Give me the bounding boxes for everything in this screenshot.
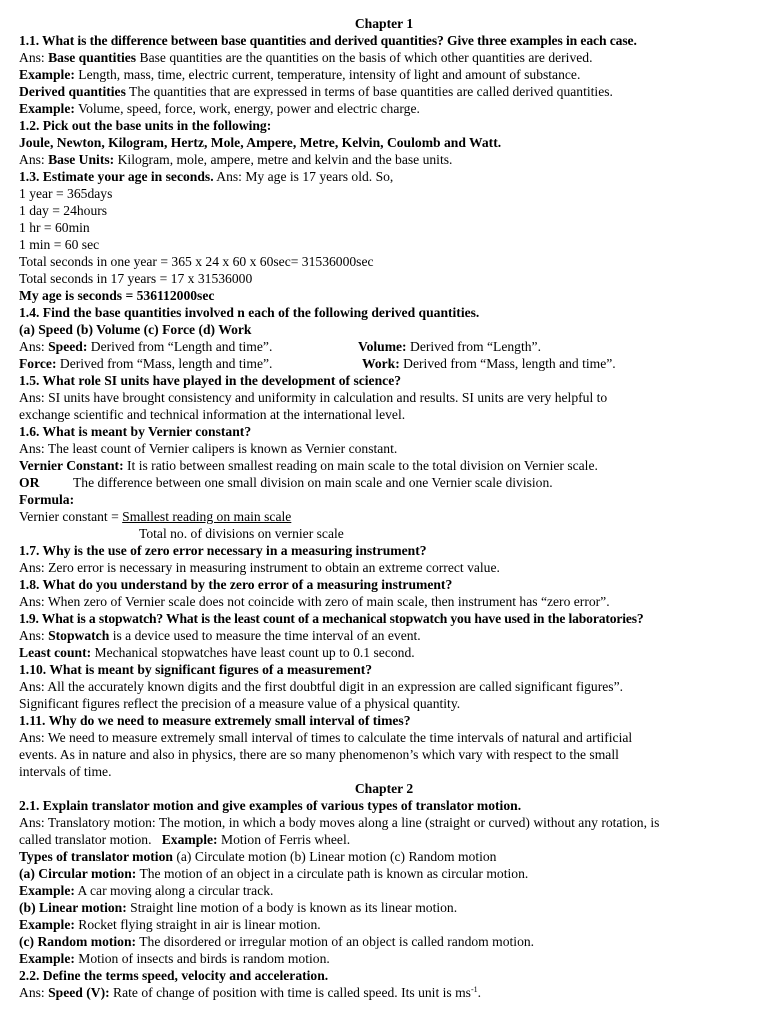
answer-2-1-types: Types of translator motion (a) Circulate motion (b) Linear motion (c) Random motion [19, 849, 497, 864]
question-1-11: 1.11. Why do we need to measure extremely small interval of times? [19, 713, 411, 728]
formula-denominator: Total no. of divisions on vernier scale [139, 526, 344, 541]
question-2-1: 2.1. Explain translator motion and give examples of various types of translator motion. [19, 798, 522, 813]
answer-1-6-vernier-constant: Vernier Constant: It is ratio between smallest reading on main scale to the total division on Vernier scale. [19, 458, 598, 473]
answer-2-2-speed: Ans: Speed (V): Rate of change of position with time is called speed. Its unit is $ms^{-1}$. [19, 985, 482, 1000]
answer-2-1-random: (c) Random motion: The disordered or irregular motion of an object is called random motion. [19, 934, 535, 949]
question-1-6: 1.6. What is meant by Vernier constant? [19, 424, 252, 439]
answer-1-1-derived: Derived quantities The quantities that are expressed in terms of base quantities are called derived quantities. [19, 84, 613, 99]
question-1-8: 1.8. What do you understand by the zero error of a measuring instrument? [19, 577, 453, 592]
answer-1-3-line: 1 hr = 60min [19, 220, 90, 235]
answer-1-2: Ans: Base Units: Kilogram, mole, ampere, metre and kelvin and the base units. [19, 152, 453, 167]
question-1-9: 1.9. What is a stopwatch? What is the least count of a mechanical stopwatch you have used in the laboratories? [19, 611, 644, 626]
answer-1-4-work: Work: Derived from “Mass, length and time”. [362, 356, 616, 371]
answer-1-11-line: intervals of time. [19, 764, 112, 779]
answer-1-3-line: 1 year = 365days [19, 186, 113, 201]
chapter-1-heading: Chapter 1 [354, 16, 414, 31]
answer-1-9-stopwatch: Ans: Stopwatch is a device used to measure the time interval of an event. [19, 628, 421, 643]
answer-1-3-line: Total seconds in 17 years = 17 x 31536000 [19, 271, 253, 286]
answer-1-10-line: Significant figures reflect the precision of a measure value of a physical quantity. [19, 696, 461, 711]
answer-1-1-base-example: Example: Length, mass, time, electric current, temperature, intensity of light and amount of substance. [19, 67, 581, 82]
question-1-7: 1.7. Why is the use of zero error necessary in a measuring instrument? [19, 543, 427, 558]
answer-1-7: Ans: Zero error is necessary in measuring instrument to obtain an extreme correct value. [19, 560, 500, 575]
question-1-2-list: Joule, Newton, Kilogram, Hertz, Mole, Ampere, Metre, Kelvin, Coulomb and Watt. [19, 135, 502, 150]
answer-2-1-line2: called translator motion. Example: Motion of Ferris wheel. [19, 832, 351, 847]
question-1-3: 1.3. Estimate your age in seconds. Ans: My age is 17 years old. So, [19, 169, 394, 184]
question-1-4-subparts: (a) Speed (b) Volume (c) Force (d) Work [19, 322, 252, 337]
answer-1-5-line: Ans: SI units have brought consistency and uniformity in calculation and results. SI units are very helpful to [19, 390, 608, 405]
answer-1-4-force: Force: Derived from “Mass, length and time”. [19, 356, 273, 371]
question-1-5: 1.5. What role SI units have played in the development of science? [19, 373, 402, 388]
answer-1-4-volume: Volume: Derived from “Length”. [358, 339, 541, 354]
answer-2-1-random-example: Example: Motion of insects and birds is random motion. [19, 951, 330, 966]
answer-1-6: Ans: The least count of Vernier calipers is known as Vernier constant. [19, 441, 398, 456]
answer-2-1-circular-example: Example: A car moving along a circular track. [19, 883, 274, 898]
answer-2-1-linear-example: Example: Rocket flying straight in air is linear motion. [19, 917, 321, 932]
formula-numerator: Smallest reading on main scale [122, 509, 292, 524]
answer-1-6-or-definition: The difference between one small division on main scale and one Vernier scale division. [73, 475, 553, 490]
chapter-2-heading: Chapter 2 [354, 781, 414, 796]
answer-2-1-circular: (a) Circular motion: The motion of an object in a circulate path is known as circular motion. [19, 866, 529, 881]
answer-1-6-formula-label: Formula: [19, 492, 75, 507]
answer-1-3-line: 1 min = 60 sec [19, 237, 100, 252]
answer-1-6-formula: Vernier constant = Smallest reading on main scale [19, 509, 292, 524]
answer-1-6-or: OR [19, 475, 40, 490]
question-2-2: 2.2. Define the terms speed, velocity and acceleration. [19, 968, 329, 983]
question-1-1: 1.1. What is the difference between base quantities and derived quantities? Give three examples in each case. [19, 33, 637, 48]
answer-1-4-speed: Ans: Speed: Derived from “Length and time”. [19, 339, 273, 354]
question-1-4: 1.4. Find the base quantities involved n each of the following derived quantities. [19, 305, 480, 320]
answer-1-1-base: Ans: Base quantities Base quantities are the quantities on the basis of which other quantities are derived. [19, 50, 593, 65]
answer-2-1-line: Ans: Translatory motion: The motion, in which a body moves along a line (straight or curved) without any rotation, is [19, 815, 660, 830]
answer-1-3-line: Total seconds in one year = 365 x 24 x 60 x 60sec= 31536000sec [19, 254, 374, 269]
answer-1-8: Ans: When zero of Vernier scale does not coincide with zero of main scale, then instrument has “zero error”. [19, 594, 610, 609]
question-1-10: 1.10. What is meant by significant figures of a measurement? [19, 662, 373, 677]
answer-1-9-least-count: Least count: Mechanical stopwatches have least count up to 0.1 second. [19, 645, 415, 660]
answer-1-11-line: events. As in nature and also in physics, there are so many phenomenon’s which vary with respect to the small [19, 747, 619, 762]
answer-1-11-line: Ans: We need to measure extremely small interval of times to calculate the time intervals of natural and artificial [19, 730, 633, 745]
answer-1-1-derived-example: Example: Volume, speed, force, work, energy, power and electric charge. [19, 101, 420, 116]
answer-2-1-linear: (b) Linear motion: Straight line motion of a body is known as its linear motion. [19, 900, 458, 915]
answer-1-10-line: Ans: All the accurately known digits and the first doubtful digit in an expression are called significant figures”. [19, 679, 624, 694]
question-1-2: 1.2. Pick out the base units in the following: [19, 118, 272, 133]
answer-1-5-line: exchange scientific and technical information at the international level. [19, 407, 406, 422]
answer-1-3-result: My age is seconds = 536112000sec [19, 288, 215, 303]
answer-1-3-line: 1 day = 24hours [19, 203, 108, 218]
